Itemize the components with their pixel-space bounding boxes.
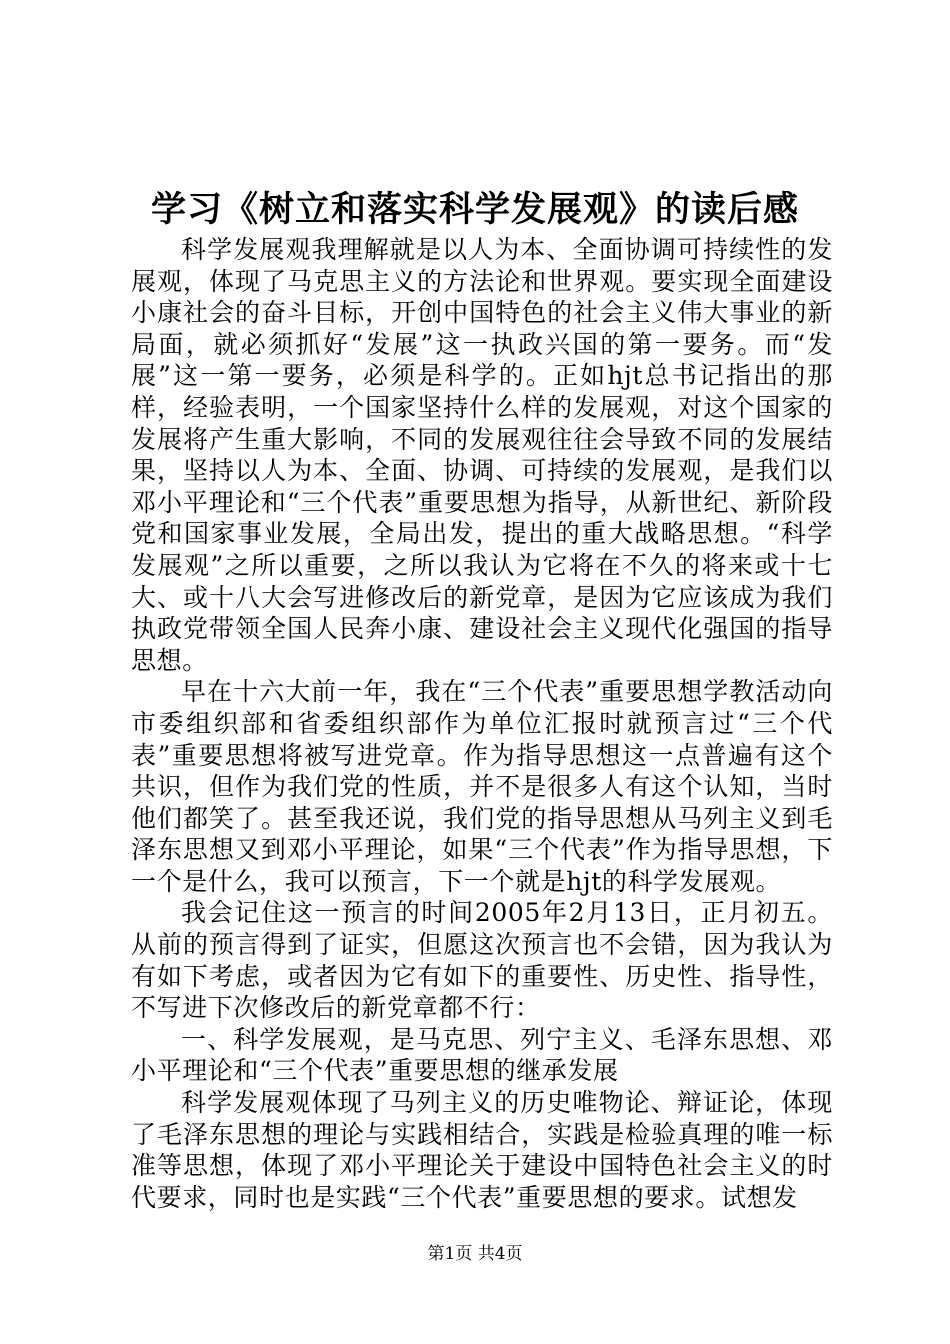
document-title: 学习《树立和落实科学发展观》的读后感 — [150, 190, 799, 230]
section-heading: 一、科学发展观，是马克思、列宁主义、毛泽东思想、邓小平理论和“三个代表”重要思想的继承发展 — [131, 1024, 833, 1086]
paragraph: 科学发展观体现了马列主义的历史唯物论、辩证论，体现了毛泽东思想的理论与实践相结合，实践是检验真理的唯一标准等思想，体现了邓小平理论关于建设中国特色社会主义的时代要求，同时也是实践“三个代表”重要思想的要求。试想发 — [131, 1088, 833, 1212]
document-body — [131, 234, 833, 1213]
paragraph: 我会记住这一预言的时间2005年2月13日，正月初五。从前的预言得到了证实，但愿这次预言也不会错，因为我认为有如下考虑，或者因为它有如下的重要性、历史性、指导性，不写进下次修改后的新党章都不行： — [131, 898, 833, 1023]
page-footer: 第1页 共4页 — [427, 1244, 523, 1264]
paragraph: 早在十六大前一年，我在“三个代表”重要思想学教活动向市委组织部和省委组织部作为单位汇报时就预言过“三个代表”重要思想将被写进党章。作为指导思想这一点普遍有这个共识，但作为我们党的性质，并不是很多人有这个认知，当时他们都笑了。甚至我还说，我们党的指导思想从马列主义到毛泽东思想又到邓小平理论，如果“三个代表”作为指导思想，下一个是什么，我可以预言，下一个就是hjt的科学发展观。 — [131, 677, 833, 896]
paragraph: 科学发展观我理解就是以人为本、全面协调可持续性的发展观，体现了马克思主义的方法论和世界观。要实现全面建设小康社会的奋斗目标，开创中国特色的社会主义伟大事业的新局面，就必须抓好“发展”这一执政兴国的第一要务。而“发展”这一第一要务，必须是科学的。正如hjt总书记指出的那样，经验表明，一个国家坚持什么样的发展观，对这个国家的发展将产生重大影响，不同的发展观往往会导致不同的发展结果，坚持以人为本、全面、协调、可持续的发展观，是我们以邓小平理论和“三个代表”重要思想为指导，从新世纪、新阶段党和国家事业发展，全局出发，提出的重大战略思想。“科学发展观”之所以重要，之所以我认为它将在不久的将来或十七大、或十八大会写进修改后的新党章，是因为它应该成为我们执政党带领全国人民奔小康、建设社会主义现代化强国的指导思想。 — [131, 235, 833, 675]
